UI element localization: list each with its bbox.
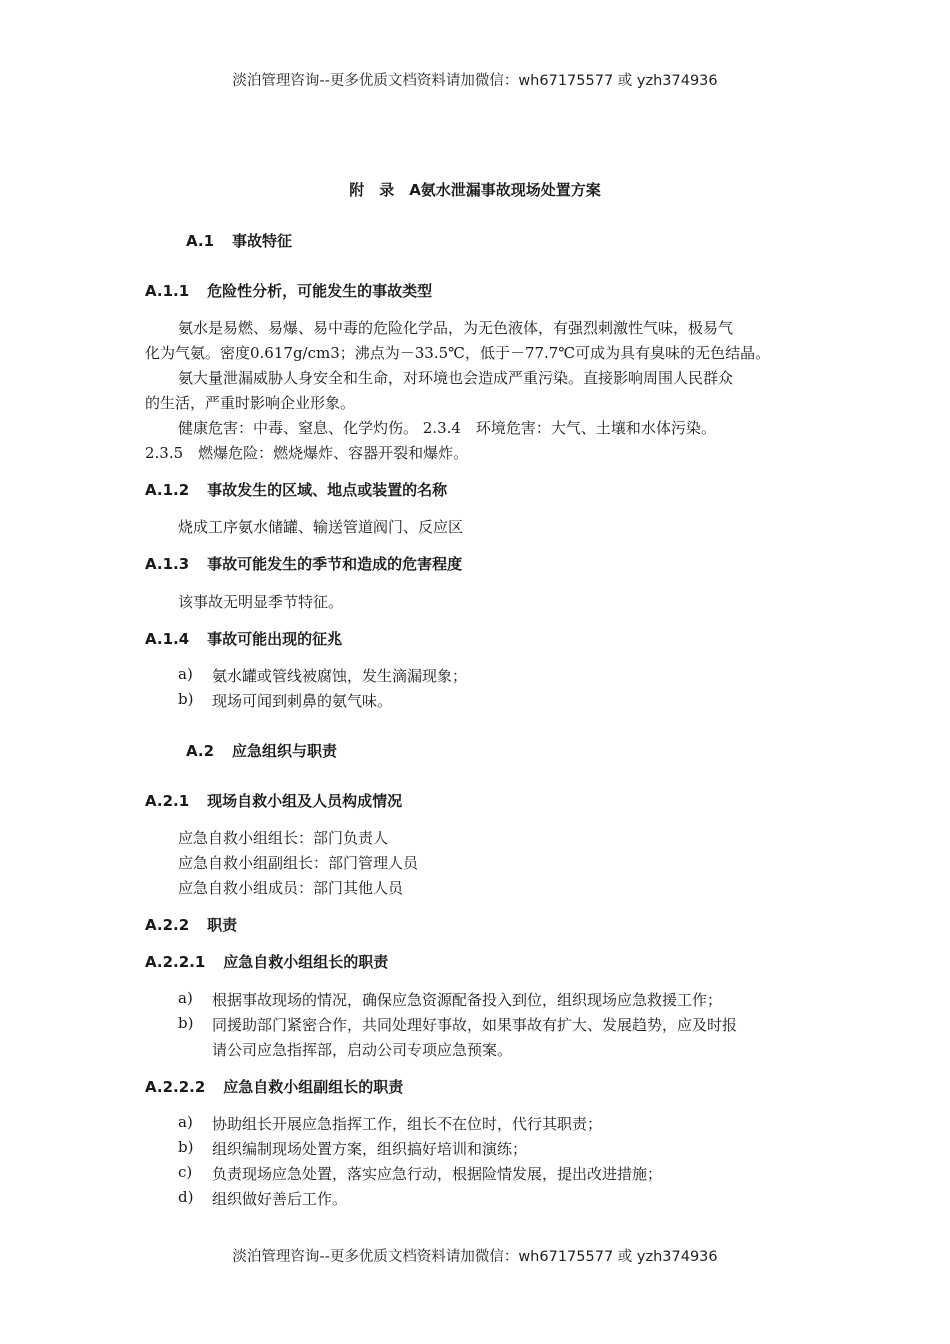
section-a1-heading: A.1 事故特征	[186, 232, 293, 250]
list-item-label: a)	[178, 665, 193, 683]
section-a2-1-heading: A.2.1 现场自救小组及人员构成情况	[145, 792, 403, 810]
section-a1-2-heading: A.1.2 事故发生的区域、地点或装置的名称	[145, 481, 448, 499]
page-header: 淡泊管理咨询--更多优质文档资料请加微信：wh67175577 或 yzh374936	[232, 73, 718, 89]
list-item: 组织编制现场处置方案，组织搞好培训和演练；	[212, 1140, 528, 1158]
list-item-continuation: 请公司应急指挥部，启动公司专项应急预案。	[212, 1041, 513, 1059]
list-item-label: b)	[178, 1138, 194, 1156]
list-item-label: d)	[178, 1188, 194, 1206]
page-footer: 淡泊管理咨询--更多优质文档资料请加微信：wh67175577 或 yzh374936	[232, 1249, 718, 1265]
paragraph-line: 健康危害：中毒、窒息、化学灼伤。 2.3.4 环境危害：大气、土壤和水体污染。	[178, 419, 716, 437]
list-item-label: b)	[178, 1014, 194, 1032]
paragraph-line: 烧成工序氨水储罐、输送管道阀门、反应区	[178, 518, 464, 536]
list-item: 组织做好善后工作。	[212, 1190, 348, 1208]
list-item: 协助组长开展应急指挥工作，组长不在位时，代行其职责；	[212, 1115, 603, 1133]
paragraph-line: 氨大量泄漏威胁人身安全和生命，对环境也会造成严重污染。直接影响周围人民群众	[178, 369, 734, 387]
list-item-label: a)	[178, 989, 193, 1007]
list-item: 现场可闻到刺鼻的氨气味。	[212, 692, 393, 710]
paragraph-line: 2.3.5 燃爆危险：燃烧爆炸、容器开裂和爆炸。	[145, 444, 469, 462]
list-item: 氨水罐或管线被腐蚀，发生滴漏现象；	[212, 667, 468, 685]
section-a1-3-heading: A.1.3 事故可能发生的季节和造成的危害程度	[145, 555, 463, 573]
paragraph-line: 应急自救小组副组长：部门管理人员	[178, 854, 419, 872]
section-a2-2-2-heading: A.2.2.2 应急自救小组副组长的职责	[145, 1078, 404, 1096]
section-a2-heading: A.2 应急组织与职责	[186, 742, 338, 760]
paragraph-line: 氨水是易燃、易爆、易中毒的危险化学品，为无色液体，有强烈刺激性气味，极易气	[178, 319, 734, 337]
section-a2-2-1-heading: A.2.2.1 应急自救小组组长的职责	[145, 953, 389, 971]
paragraph-line: 的生活，严重时影响企业形象。	[145, 394, 356, 412]
list-item-label: b)	[178, 690, 194, 708]
paragraph-line: 应急自救小组组长：部门负责人	[178, 829, 389, 847]
page-title: 附 录 A氨水泄漏事故现场处置方案	[349, 181, 601, 199]
paragraph-line: 应急自救小组成员：部门其他人员	[178, 879, 404, 897]
list-item: 负责现场应急处置，落实应急行动，根据险情发展，提出改进措施；	[212, 1165, 663, 1183]
list-item: 同援助部门紧密合作，共同处理好事故，如果事故有扩大、发展趋势，应及时报	[212, 1016, 738, 1034]
list-item-label: c)	[178, 1163, 193, 1181]
section-a1-4-heading: A.1.4 事故可能出现的征兆	[145, 630, 343, 648]
paragraph-line: 该事故无明显季节特征。	[178, 593, 344, 611]
paragraph-line: 化为气氨。密度0.617g/cm3；沸点为－33.5℃，低于－77.7℃可成为具有臭味的无色结晶。	[145, 344, 771, 362]
list-item: 根据事故现场的情况，确保应急资源配备投入到位，组织现场应急救援工作；	[212, 991, 723, 1009]
section-a1-1-heading: A.1.1 危险性分析，可能发生的事故类型	[145, 282, 433, 300]
section-a2-2-heading: A.2.2 职责	[145, 916, 238, 934]
list-item-label: a)	[178, 1113, 193, 1131]
